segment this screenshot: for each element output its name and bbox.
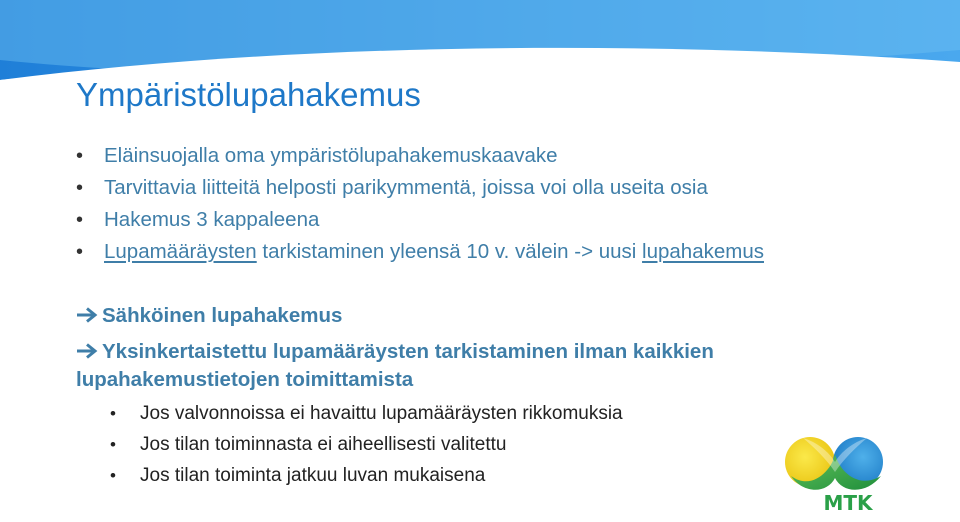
sub-bullet-text: Jos valvonnoissa ei havaittu lupamääräysten rikkomuksia: [140, 403, 623, 424]
list-item: [110, 429, 623, 460]
bullet-dot-icon: •: [76, 177, 84, 199]
sub-bullet-list: [110, 398, 623, 491]
arrow-point-text: Sähköinen lupahakemus: [102, 304, 343, 327]
slide-title: Ympäristölupahakemus: [76, 76, 421, 113]
mtk-logo-text: MTK: [823, 491, 873, 515]
bullet-dot-icon: •: [110, 404, 116, 423]
sub-bullet-text: Jos tilan toiminta jatkuu luvan mukaisena: [140, 465, 486, 486]
list-item: [76, 140, 764, 172]
arrow-point-continued: [76, 366, 413, 394]
list-item: [76, 172, 764, 204]
list-item: [110, 460, 623, 491]
arrow-point: [76, 338, 714, 366]
arrow-point-text: lupahakemustietojen toimittamista: [76, 368, 414, 391]
arrow-point-text: Yksinkertaistettu lupamääräysten tarkistaminen ilman kaikkien: [102, 340, 714, 363]
sub-bullet-text: Jos tilan toiminnasta ei aiheellisesti valitettu: [140, 434, 507, 455]
arrow-point: [76, 302, 342, 330]
header-band: [0, 0, 960, 80]
bullet-dot-icon: •: [76, 145, 84, 167]
main-bullet-list: [76, 140, 764, 268]
lupahakemus-link[interactable]: lupahakemus: [642, 240, 764, 263]
bullet-dot-icon: •: [110, 466, 116, 485]
list-item: [110, 398, 623, 429]
bullet-text: Hakemus 3 kappaleena: [104, 208, 320, 231]
bullet-dot-icon: •: [76, 209, 84, 231]
bullet-text: tarkistaminen yleensä 10 v. välein -> uusi: [256, 240, 643, 263]
list-item: [76, 236, 764, 268]
bullet-dot-icon: •: [110, 435, 116, 454]
lupamaaraysten-link[interactable]: Lupamääräysten: [104, 240, 257, 263]
right-arrow-icon: [76, 343, 98, 359]
right-arrow-icon: [76, 307, 98, 323]
list-item: [76, 204, 764, 236]
bullet-dot-icon: •: [76, 241, 84, 263]
bullet-text: Tarvittavia liitteitä helposti parikymmentä, joissa voi olla useita osia: [104, 176, 708, 199]
bullet-text: Eläinsuojalla oma ympäristölupahakemuskaavake: [104, 144, 558, 167]
